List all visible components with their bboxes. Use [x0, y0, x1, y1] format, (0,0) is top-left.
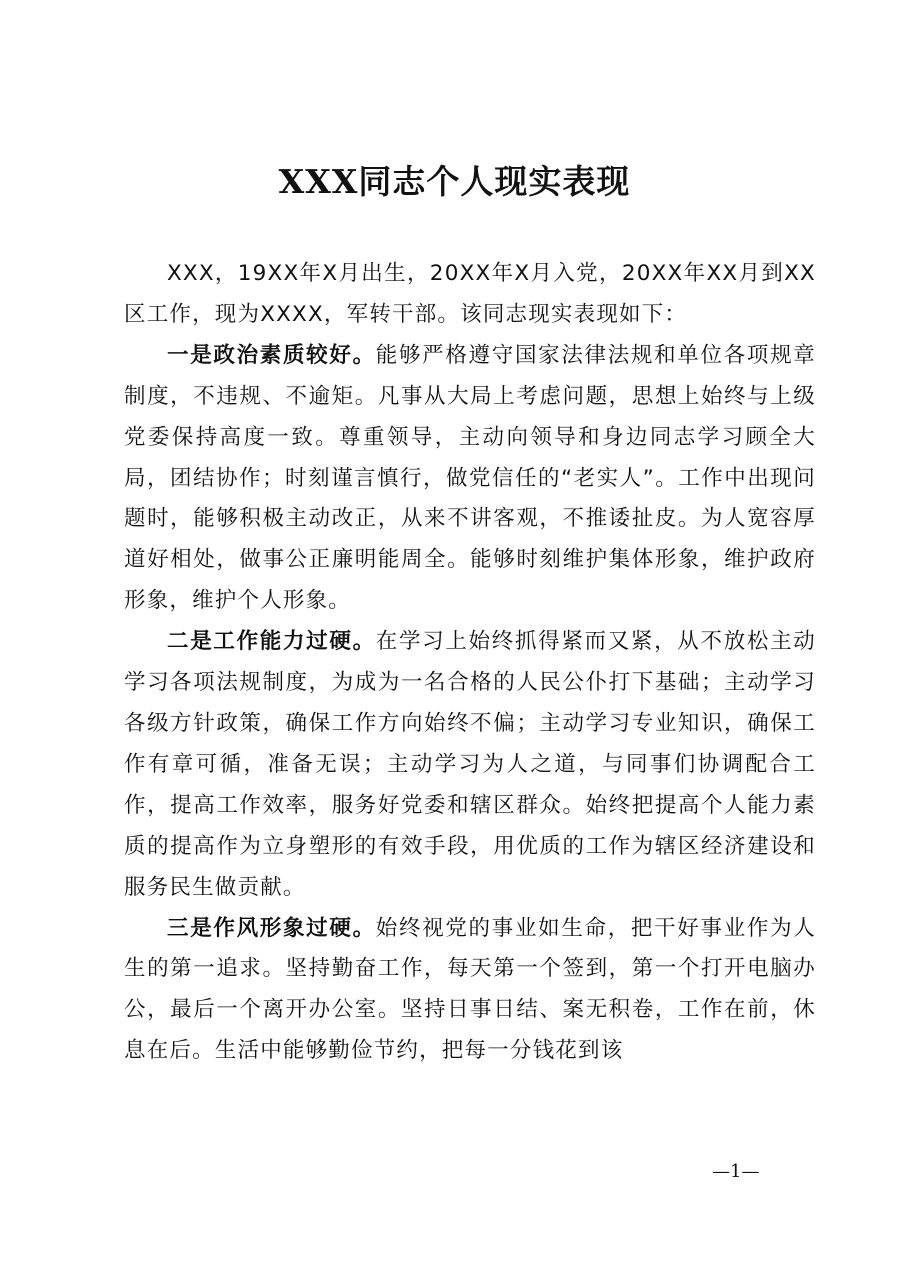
section-paragraph-3 — [124, 909, 816, 1073]
section-paragraph-1 — [124, 336, 816, 622]
document-body — [124, 254, 816, 1072]
section-text-2: 在学习上始终抓得紧而又紧，从不放松主动学习各项法规制度，为成为一名合格的人民公仆打下基础；主动学习各级方针政策，确保工作方向始终不偏；主动学习专业知识，确保工作有章可循，准备无误；主动学习为人之道，与同事们协调配合工作，提高工作效率，服务好党委和辖区群众。始终把提高个人能力素质的提高作为立身塑形的有效手段，用优质的工作为辖区经济建设和服务民生做贡献。 — [124, 629, 816, 900]
section-text-1: 能够严格遵守国家法律法规和单位各项规章制度，不违规、不逾矩。凡事从大局上考虑问题，思想上始终与上级党委保持高度一致。尊重领导，主动向领导和身边同志学习顾全大局，团结协作；时刻谨言慎行，做党信任的“老实人”。工作中出现问题时，能够积极主动改正，从来不讲客观，不推诿扯皮。为人宽容厚道好相处，做事公正廉明能周全。能够时刻维护集体形象，维护政府形象，维护个人形象。 — [124, 342, 816, 614]
section-lead-1: 一是政治素质较好。 — [167, 342, 376, 368]
section-paragraph-2 — [124, 622, 816, 908]
section-text-3: 始终视党的事业如生命，把干好事业作为人生的第一追求。坚持勤奋工作，每天第一个签到，第一个打开电脑办公，最后一个离开办公室。坚持日事日结、案无积卷，工作在前，休息在后。生活中能够勤俭节约，把每一分钱花到该 — [124, 915, 816, 1064]
section-lead-3: 三是作风形象过硬。 — [167, 915, 376, 941]
section-lead-2: 二是工作能力过硬。 — [167, 629, 376, 655]
page-number: —1— — [712, 1161, 760, 1182]
intro-paragraph: XXX，19XX年X月出生，20XX年X月入党，20XX年XX月到XX区工作，现为XXXX，军转干部。该同志现实表现如下： — [124, 261, 816, 327]
document-title: XXX同志个人现实表现 — [278, 162, 631, 201]
